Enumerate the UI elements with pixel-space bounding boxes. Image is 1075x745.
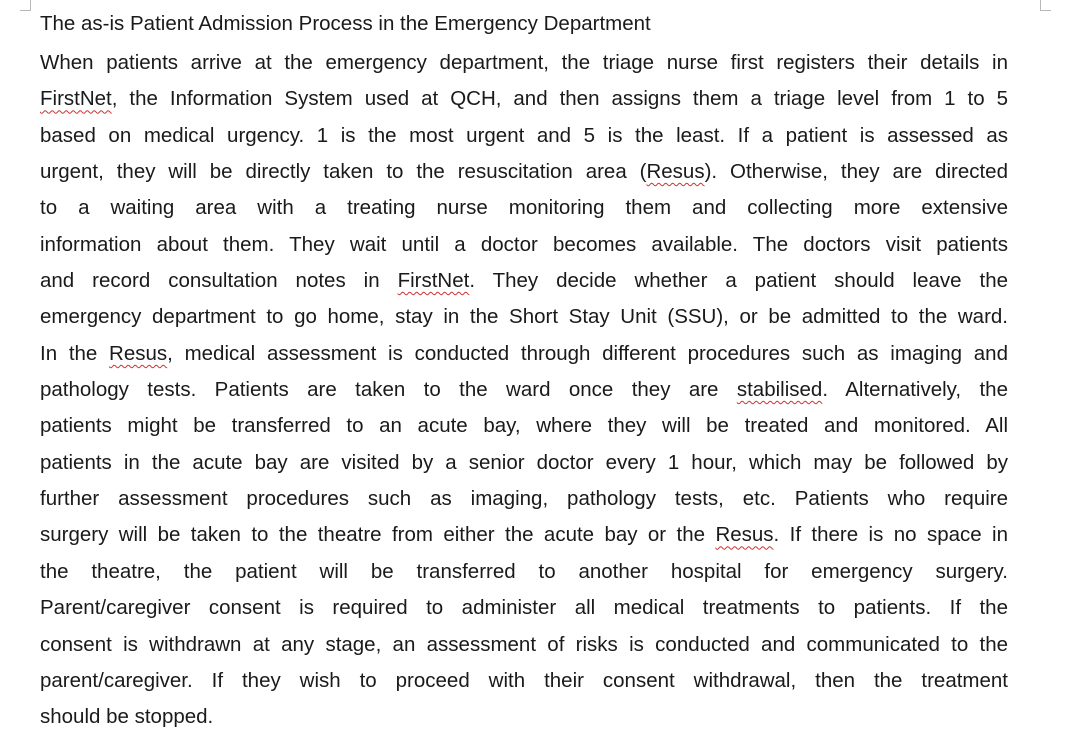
text-run: based on medical urgency. 1 is the most urgent and 5 is the least. If a patient is assessed as [40, 123, 1008, 147]
paragraph-line[interactable] [40, 445, 1008, 481]
text-run: . They decide whether a patient should leave the [469, 269, 1008, 293]
paragraph-line[interactable] [40, 299, 1008, 335]
text-run: , medical assessment is conducted through different procedures such as imaging and [167, 341, 1008, 365]
paragraph-line[interactable] [40, 45, 1008, 81]
text-run: . If there is no space in [773, 523, 1008, 547]
paragraph-line[interactable] [40, 263, 1008, 299]
text-run: surgery will be taken to the theatre from either the acute bay or the [40, 523, 716, 547]
text-run: . Alternatively, the [822, 378, 1008, 402]
paragraph-line[interactable] [40, 699, 1008, 735]
paragraph-line[interactable] [40, 336, 1008, 372]
spellcheck-flagged-word: Resus [646, 160, 705, 184]
text-run: parent/caregiver. If they wish to proceed with their consent withdrawal, then the treatment [40, 668, 1008, 692]
text-run: and record consultation notes in [40, 269, 398, 293]
spellcheck-flagged-word: FirstNet [40, 87, 112, 111]
text-run: patients might be transferred to an acute bay, where they will be treated and monitored. All [40, 414, 1008, 438]
paragraph-line[interactable] [40, 590, 1008, 626]
paragraph-line[interactable] [40, 154, 1008, 190]
text-run: further assessment procedures such as imaging, pathology tests, etc. Patients who require [40, 487, 1008, 511]
page-corner-mark-left [20, 0, 31, 11]
text-run: , the Information System used at QCH, and then assigns them a triage level from 1 to 5 [111, 87, 1008, 111]
paragraph-line[interactable] [40, 227, 1008, 263]
paragraph-line[interactable] [40, 517, 1008, 553]
text-run: emergency department to go home, stay in the Short Stay Unit (SSU), or be admitted to the ward. [40, 305, 1008, 329]
text-run: patients in the acute bay are visited by a senior doctor every 1 hour, which may be followed by [40, 450, 1008, 474]
paragraph-line[interactable] [40, 372, 1008, 408]
text-run: consent is withdrawn at any stage, an assessment of risks is conducted and communicated to the [40, 632, 1008, 656]
text-run: urgent, they will be directly taken to the resuscitation area ( [40, 160, 647, 184]
text-run: should be stopped. [40, 705, 214, 729]
spellcheck-flagged-word: Resus [715, 523, 774, 547]
paragraph-line[interactable] [40, 118, 1008, 154]
spellcheck-flagged-word: stabilised [736, 378, 823, 402]
paragraph-line[interactable] [40, 190, 1008, 226]
spellcheck-flagged-word: FirstNet [397, 269, 470, 293]
paragraph-line[interactable] [40, 408, 1008, 444]
spellcheck-flagged-word: Resus [109, 341, 168, 365]
text-run: information about them. They wait until a doctor becomes available. The doctors visit patients [40, 232, 1008, 256]
text-run: ). Otherwise, they are directed [704, 160, 1008, 184]
paragraph-line[interactable] [40, 627, 1008, 663]
paragraph-line[interactable] [40, 663, 1008, 699]
text-run: In the [40, 341, 110, 365]
document-title[interactable]: The as-is Patient Admission Process in the Emergency Department [40, 12, 651, 35]
document-body[interactable] [40, 45, 1008, 736]
page-corner-mark-right [1040, 0, 1051, 11]
text-run: to a waiting area with a treating nurse monitoring them and collecting more extensive [40, 196, 1008, 220]
text-run: Parent/caregiver consent is required to administer all medical treatments to patients. If the [40, 596, 1008, 620]
paragraph-line[interactable] [40, 554, 1008, 590]
text-run: pathology tests. Patients are taken to the ward once they are [40, 378, 737, 402]
paragraph-line[interactable] [40, 81, 1008, 117]
text-run: When patients arrive at the emergency department, the triage nurse first registers their details in [40, 51, 1008, 74]
text-run: the theatre, the patient will be transferred to another hospital for emergency surgery. [40, 559, 1008, 583]
paragraph-line[interactable] [40, 481, 1008, 517]
